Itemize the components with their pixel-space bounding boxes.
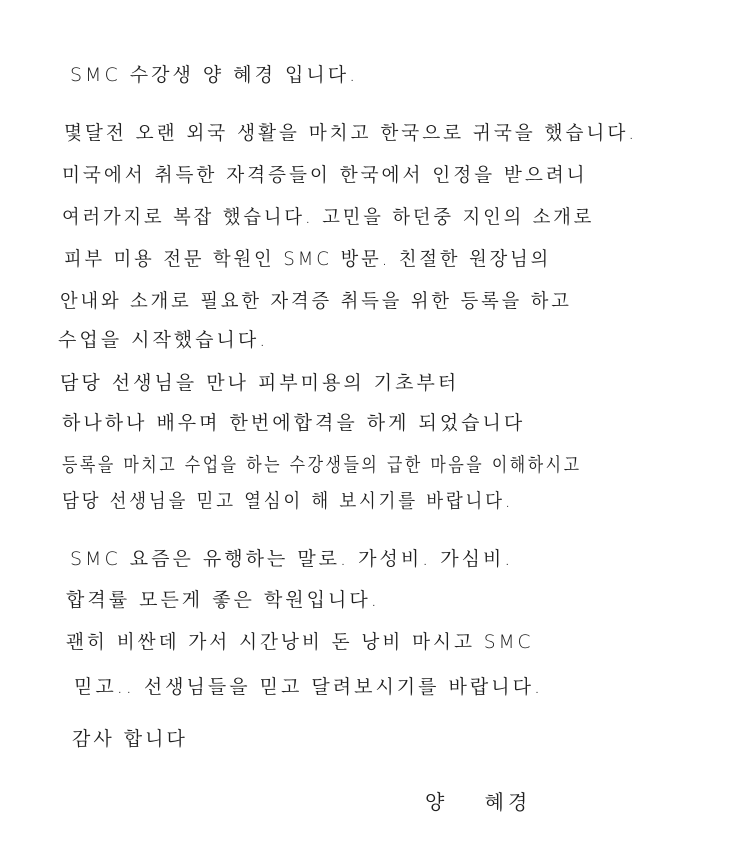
- letter-line-closing: 감사 합니다: [72, 728, 188, 750]
- letter-line-greeting: SMC 수강생 양 혜경 입니다.: [70, 64, 359, 86]
- letter-line: 등록을 마치고 수업을 하는 수강생들의 급한 마음을 이해하시고: [62, 454, 582, 476]
- letter-line: SMC 요즘은 유행하는 말로. 가성비. 가심비.: [70, 548, 514, 570]
- letter-line: 여러가지로 복잡 했습니다. 고민을 하던중 지인의 소개로: [62, 206, 595, 228]
- letter-signature: 양 혜경: [425, 790, 532, 814]
- letter-line: 괜히 비싼데 가서 시간낭비 돈 낭비 마시고 SMC: [66, 631, 534, 653]
- letter-line: 몇달전 오랜 외국 생활을 마치고 한국으로 귀국을 했습니다.: [64, 122, 638, 144]
- letter-line: 하나하나 배우며 한번에합격을 하게 되었습니다: [62, 412, 526, 434]
- letter-line: 합격률 모든게 좋은 학원입니다.: [66, 589, 380, 611]
- letter-line: 미국에서 취득한 자격증들이 한국에서 인정을 받으려니: [62, 164, 588, 186]
- letter-line: 수업을 시작했습니다.: [58, 329, 269, 351]
- letter-line: 담당 선생님을 믿고 열심이 해 보시기를 바랍니다.: [62, 490, 514, 512]
- letter-line: 믿고.. 선생님들을 믿고 달려보시기를 바랍니다.: [74, 676, 544, 698]
- letter-line: 담당 선생님을 만나 피부미용의 기초부터: [60, 372, 460, 394]
- letter-line: 피부 미용 전문 학원인 SMC 방문. 친절한 원장님의: [64, 248, 552, 270]
- letter-line: 안내와 소개로 필요한 자격증 취득을 위한 등록을 하고: [60, 290, 572, 312]
